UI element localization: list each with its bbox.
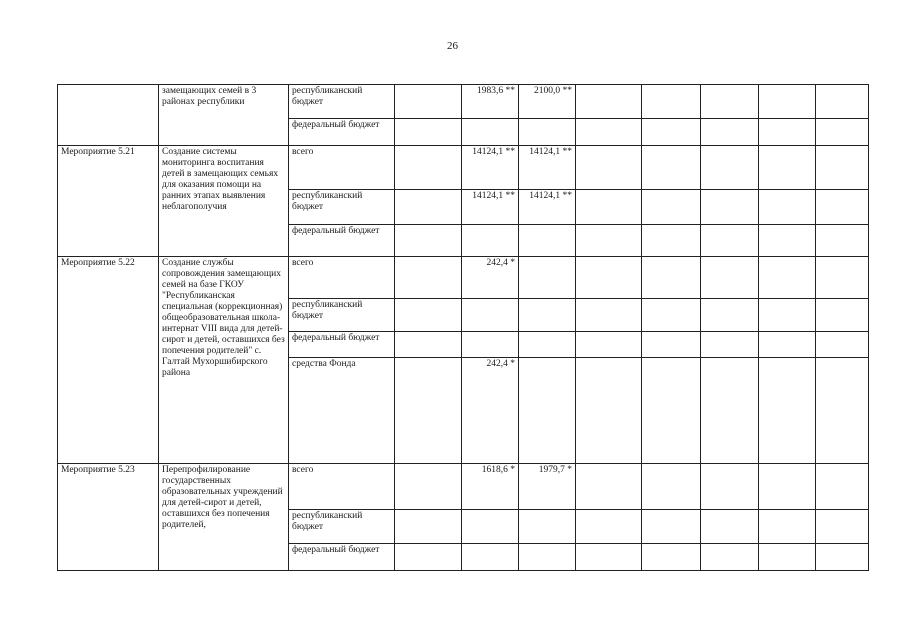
empty-cell [642, 332, 701, 358]
empty-cell [759, 257, 816, 299]
amount-cell: 242,4 * [462, 358, 519, 464]
empty-cell [816, 358, 869, 464]
table-row [58, 464, 869, 510]
empty-cell [701, 332, 759, 358]
funding-source-cell: всего [289, 257, 395, 299]
amount-cell [462, 510, 519, 544]
description-cell: Перепрофилирование государственных образовательных учреждений для детей-сирот и детей, оставшихся без попечения родителей, [159, 464, 289, 571]
empty-cell [395, 190, 462, 225]
empty-cell [701, 299, 759, 332]
funding-source-cell: республиканский бюджет [289, 85, 395, 119]
empty-cell [576, 85, 642, 119]
amount-cell: 1983,6 ** [462, 85, 519, 119]
amount-cell [462, 332, 519, 358]
empty-cell [395, 358, 462, 464]
amount-cell [462, 299, 519, 332]
funding-source-cell: республиканский бюджет [289, 190, 395, 225]
empty-cell [701, 257, 759, 299]
amount-cell [462, 119, 519, 146]
empty-cell [576, 464, 642, 510]
empty-cell [576, 299, 642, 332]
event-cell [58, 85, 159, 146]
funding-source-cell: всего [289, 146, 395, 190]
empty-cell [816, 332, 869, 358]
empty-cell [701, 85, 759, 119]
event-cell: Мероприятие 5.21 [58, 146, 159, 257]
empty-cell [576, 332, 642, 358]
funding-source-cell: федеральный бюджет [289, 119, 395, 146]
empty-cell [642, 510, 701, 544]
empty-cell [816, 119, 869, 146]
amount-cell: 2100,0 ** [519, 85, 576, 119]
amount-cell: 242,4 * [462, 257, 519, 299]
empty-cell [395, 85, 462, 119]
empty-cell [642, 190, 701, 225]
empty-cell [642, 257, 701, 299]
funding-source-cell: федеральный бюджет [289, 544, 395, 571]
empty-cell [701, 146, 759, 190]
amount-cell: 1618,6 * [462, 464, 519, 510]
empty-cell [576, 146, 642, 190]
empty-cell [642, 358, 701, 464]
empty-cell [395, 544, 462, 571]
amount-cell: 1979,7 * [519, 464, 576, 510]
empty-cell [816, 257, 869, 299]
empty-cell [642, 146, 701, 190]
amount-cell: 14124,1 ** [462, 190, 519, 225]
amount-cell: 14124,1 ** [519, 146, 576, 190]
empty-cell [576, 225, 642, 257]
empty-cell [642, 85, 701, 119]
empty-cell [701, 544, 759, 571]
empty-cell [759, 510, 816, 544]
empty-cell [395, 225, 462, 257]
empty-cell [701, 119, 759, 146]
empty-cell [759, 544, 816, 571]
empty-cell [576, 544, 642, 571]
empty-cell [576, 119, 642, 146]
page-number: 26 [447, 40, 458, 52]
empty-cell [642, 544, 701, 571]
empty-cell [395, 464, 462, 510]
empty-cell [576, 190, 642, 225]
empty-cell [816, 544, 869, 571]
empty-cell [576, 257, 642, 299]
empty-cell [759, 464, 816, 510]
amount-cell: 14124,1 ** [519, 190, 576, 225]
empty-cell [759, 85, 816, 119]
amount-cell [462, 544, 519, 571]
table-row [58, 146, 869, 190]
description-cell: Создание службы сопровождения замещающих семей на базе ГКОУ "Республиканская специальная (коррекционная) общеобразовательная школа-интернат VIII вида для детей-сирот и детей, оставшихся без попечения родителей" с. Галтай Мухоршибирского района [159, 257, 289, 464]
empty-cell [759, 190, 816, 225]
amount-cell [519, 299, 576, 332]
empty-cell [395, 146, 462, 190]
table-body [58, 85, 869, 571]
empty-cell [395, 332, 462, 358]
amount-cell [519, 257, 576, 299]
empty-cell [701, 358, 759, 464]
budget-table [57, 84, 869, 571]
empty-cell [395, 299, 462, 332]
amount-cell [519, 544, 576, 571]
empty-cell [642, 119, 701, 146]
empty-cell [816, 225, 869, 257]
empty-cell [395, 510, 462, 544]
empty-cell [395, 257, 462, 299]
amount-cell [519, 119, 576, 146]
empty-cell [701, 510, 759, 544]
empty-cell [759, 299, 816, 332]
empty-cell [816, 85, 869, 119]
empty-cell [759, 332, 816, 358]
empty-cell [395, 119, 462, 146]
funding-source-cell: республиканский бюджет [289, 299, 395, 332]
description-cell: замещающих семей в 3 районах республики [159, 85, 289, 146]
empty-cell [759, 358, 816, 464]
amount-cell [519, 510, 576, 544]
empty-cell [759, 146, 816, 190]
amount-cell [462, 225, 519, 257]
empty-cell [816, 464, 869, 510]
empty-cell [701, 464, 759, 510]
empty-cell [642, 464, 701, 510]
amount-cell [519, 225, 576, 257]
event-cell: Мероприятие 5.22 [58, 257, 159, 464]
amount-cell: 14124,1 ** [462, 146, 519, 190]
funding-source-cell: всего [289, 464, 395, 510]
empty-cell [576, 510, 642, 544]
empty-cell [576, 358, 642, 464]
empty-cell [816, 190, 869, 225]
empty-cell [759, 119, 816, 146]
description-cell: Создание системы мониторинга воспитания детей в замещающих семьях для оказания помощи на ранних этапах выявления неблагополучия [159, 146, 289, 257]
funding-source-cell: федеральный бюджет [289, 332, 395, 358]
empty-cell [701, 190, 759, 225]
table-row [58, 85, 869, 119]
empty-cell [759, 225, 816, 257]
empty-cell [816, 146, 869, 190]
amount-cell [519, 358, 576, 464]
empty-cell [642, 299, 701, 332]
funding-source-cell: федеральный бюджет [289, 225, 395, 257]
empty-cell [642, 225, 701, 257]
amount-cell [519, 332, 576, 358]
event-cell: Мероприятие 5.23 [58, 464, 159, 571]
empty-cell [701, 225, 759, 257]
funding-source-cell: республиканский бюджет [289, 510, 395, 544]
table-row [58, 257, 869, 299]
funding-source-cell: средства Фонда [289, 358, 395, 464]
empty-cell [816, 299, 869, 332]
empty-cell [816, 510, 869, 544]
